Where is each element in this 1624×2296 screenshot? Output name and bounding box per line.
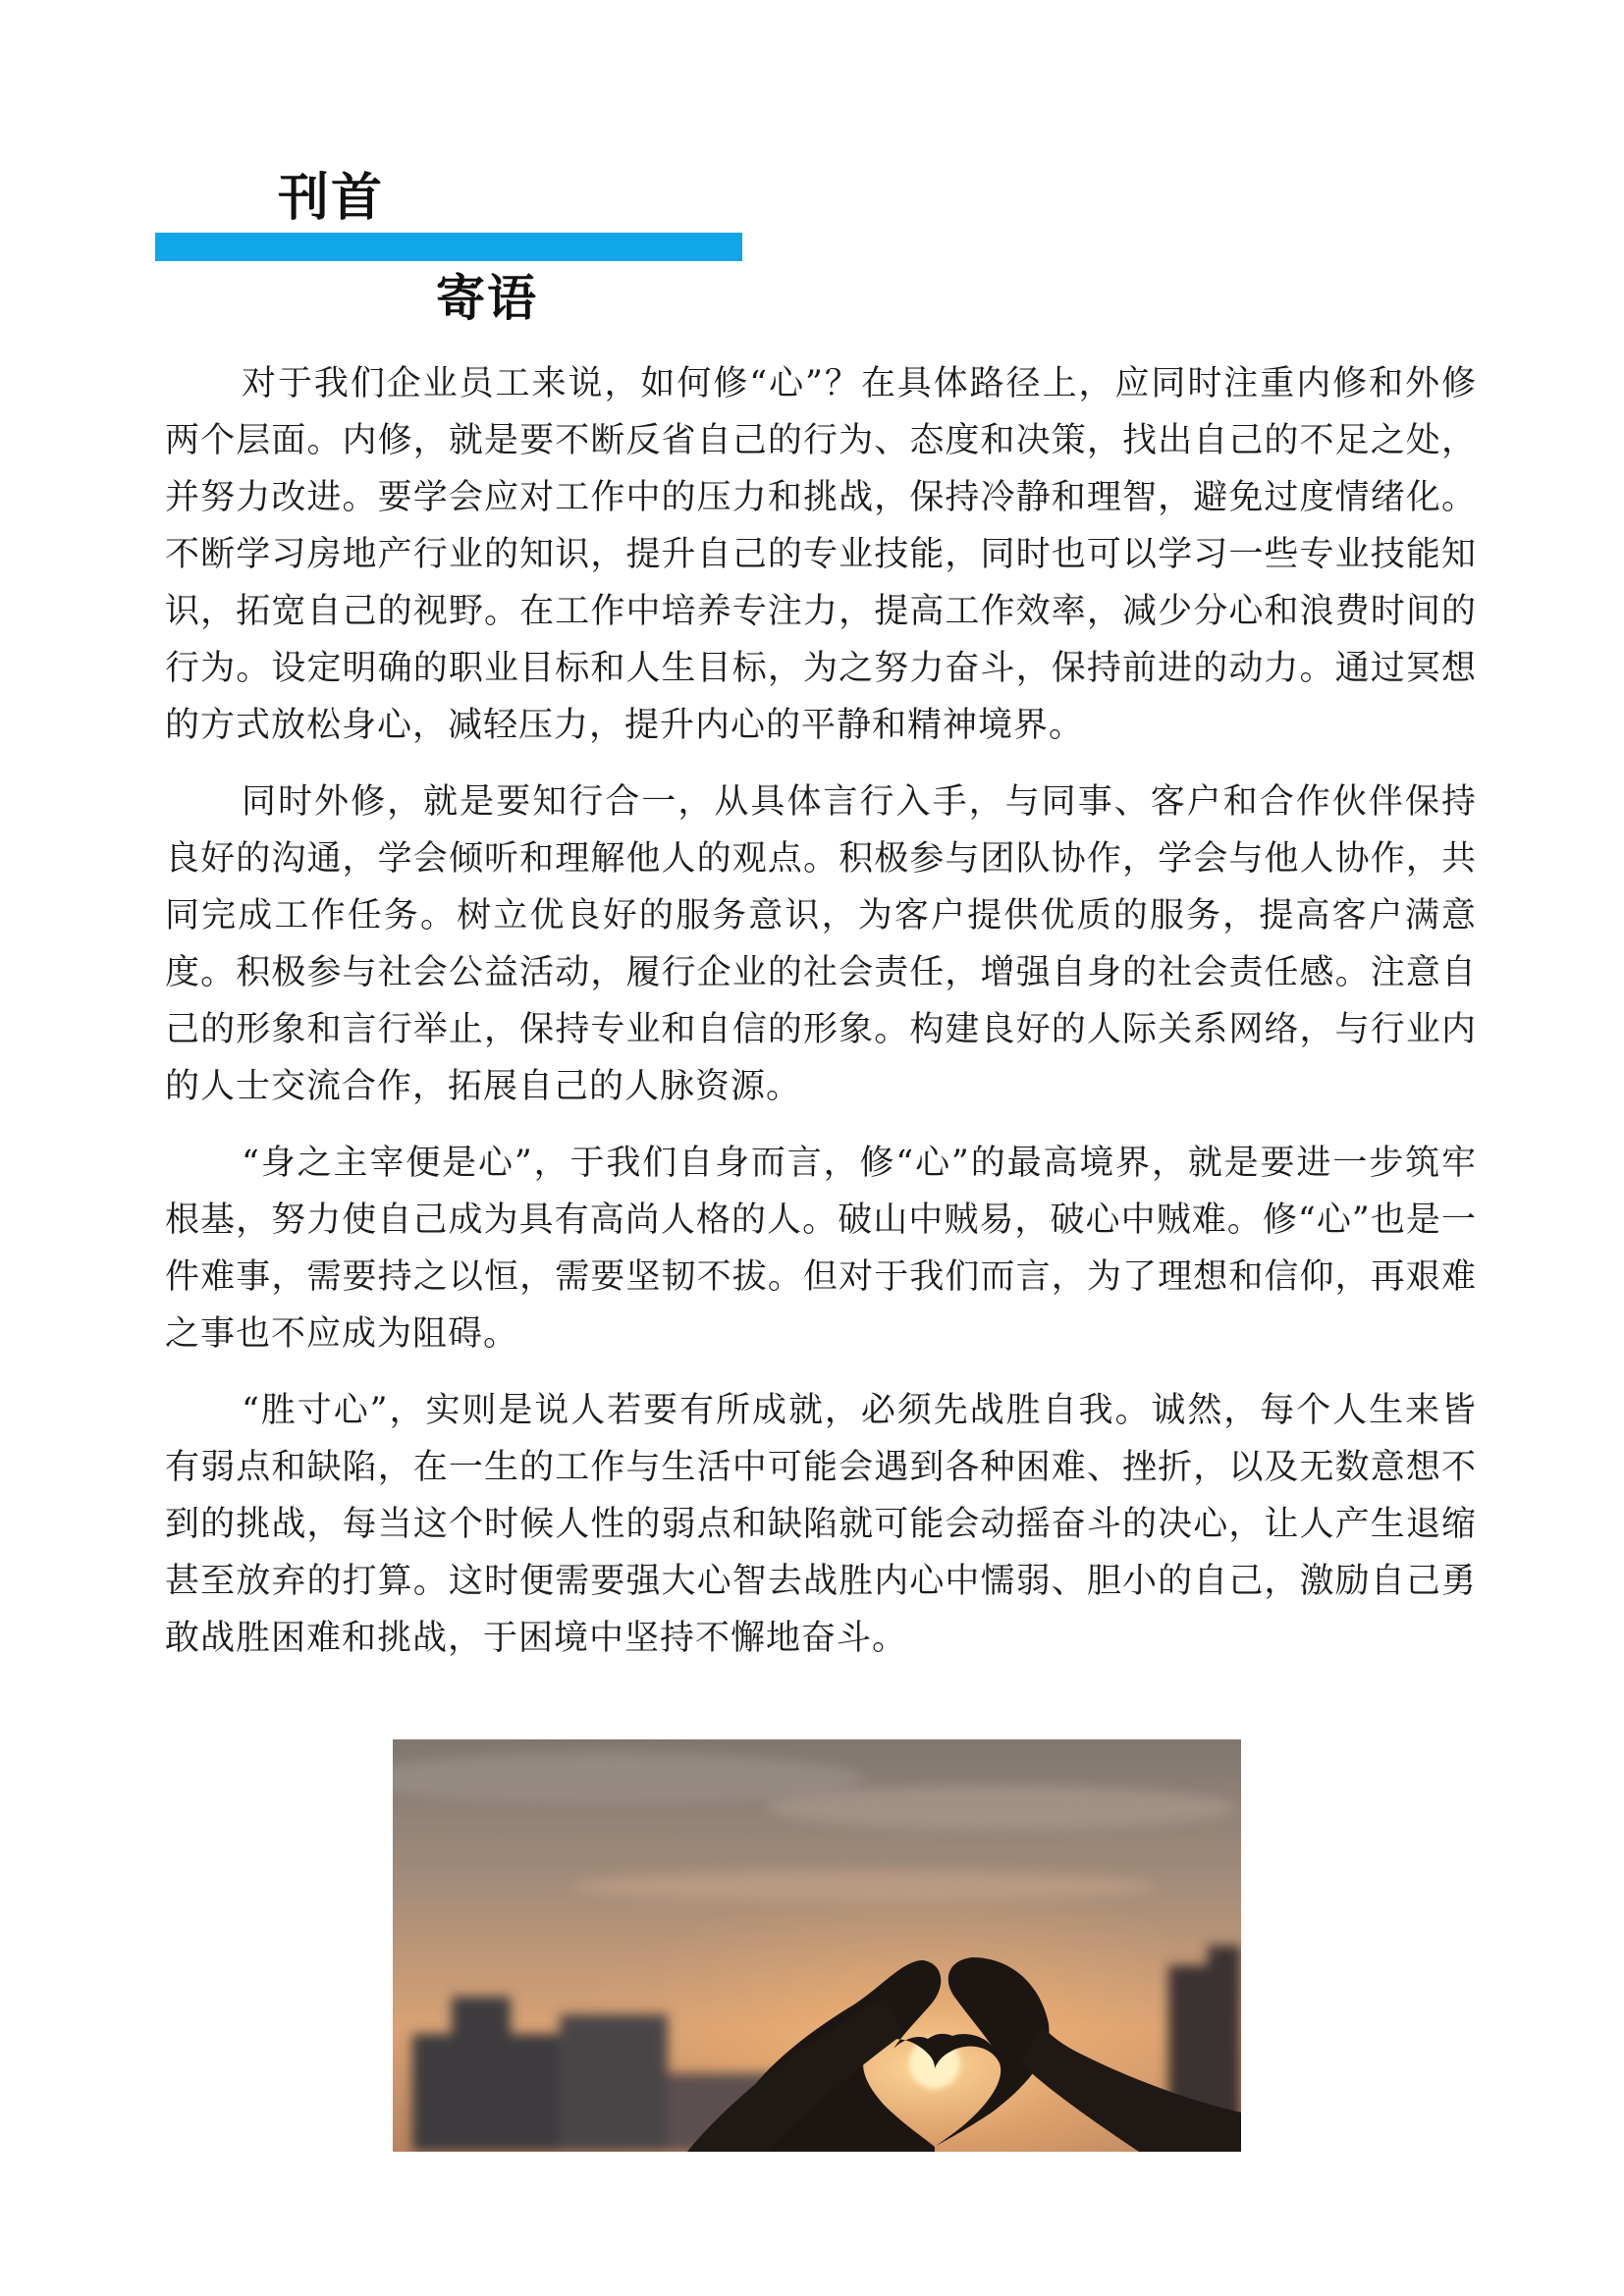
photo-illustration	[393, 1739, 1241, 2152]
article-body	[165, 355, 1477, 1686]
heart-hands-sunset-photo	[393, 1739, 1241, 2152]
paragraph-3: “身之主宰便是心”，于我们自身而言，修“心”的最高境界，就是要进一步筑牢根基，努力使自己成为具有高尚人格的人。破山中贼易，破心中贼难。修“心”也是一件难事，需要持之以恒，需要坚韧不拔。但对于我们而言，为了理想和信仰，再艰难之事也不应成为阻碍。	[165, 1144, 1477, 1354]
paragraph-4: “胜寸心”，实则是说人若要有所成就，必须先战胜自我。诚然，每个人生来皆有弱点和缺陷，在一生的工作与生活中可能会遇到各种困难、挫折，以及无数意想不到的挑战，每当这个时候人性的弱点和缺陷就可能会动摇奋斗的决心，让人产生退缩甚至放弃的打算。这时便需要强大心智去战胜内心中懦弱、胆小的自己，激励自己勇敢战胜困难和挑战，于困境中坚持不懈地奋斗。	[165, 1391, 1477, 1658]
paragraph-1: 对于我们企业员工来说，如何修“心”？在具体路径上，应同时注重内修和外修两个层面。内修，就是要不断反省自己的行为、态度和决策，找出自己的不足之处，并努力改进。要学会应对工作中的压力和挑战，保持冷静和理智，避免过度情绪化。不断学习房地产行业的知识，提升自己的专业技能，同时也可以学习一些专业技能知识，拓宽自己的视野。在工作中培养专注力，提高工作效率，减少分心和浪费时间的行为。设定明确的职业目标和人生目标，为之努力奋斗，保持前进的动力。通过冥想的方式放松身心，减轻压力，提升内心的平静和精神境界。	[165, 364, 1477, 745]
paragraph-2: 同时外修，就是要知行合一，从具体言行入手，与同事、客户和合作伙伴保持良好的沟通，学会倾听和理解他人的观点。积极参与团队协作，学会与他人协作，共同完成工作任务。树立优良好的服务意识，为客户提供优质的服务，提高客户满意度。积极参与社会公益活动，履行企业的社会责任，增强自身的社会责任感。注意自己的形象和言行举止，保持专业和自信的形象。构建良好的人际关系网络，与行业内的人士交流合作，拓展自己的人脉资源。	[165, 782, 1477, 1106]
section-subtitle: 寄语	[436, 270, 538, 327]
section-title: 刊首	[278, 169, 385, 228]
title-accent-bar	[155, 233, 742, 261]
